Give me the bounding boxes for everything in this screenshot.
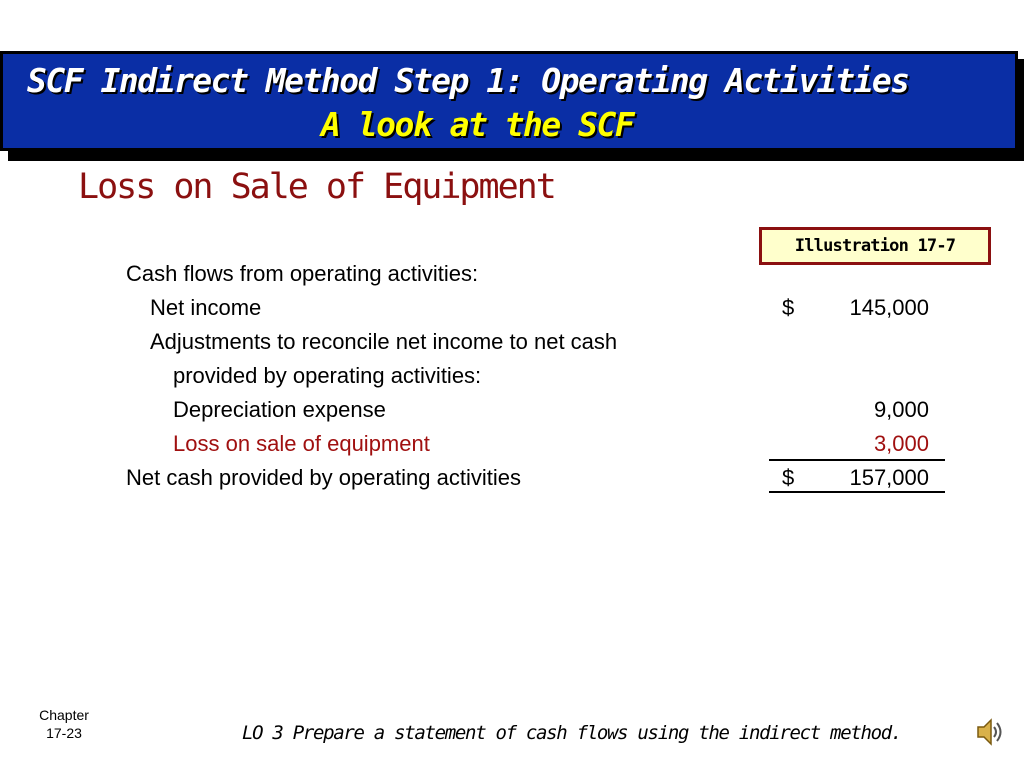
statement-row-total bbox=[0, 461, 1024, 495]
total-label: Net cash provided by operating activities bbox=[126, 465, 521, 490]
loss-amount: 3,000 bbox=[873, 431, 929, 456]
total-rule bbox=[769, 491, 945, 493]
loss-label: Loss on sale of equipment bbox=[173, 431, 430, 456]
page-number: 17-23 bbox=[46, 725, 82, 741]
statement-heading: Cash flows from operating activities: bbox=[126, 261, 479, 286]
illustration-label: Illustration 17-7 bbox=[759, 227, 991, 265]
statement-row-loss bbox=[0, 427, 1024, 461]
speaker-icon[interactable] bbox=[975, 716, 1005, 748]
net-income-currency: $ bbox=[782, 295, 795, 320]
chapter-number bbox=[22, 706, 106, 742]
slide-title: SCF Indirect Method Step 1: Operating Activities bbox=[27, 61, 909, 100]
depreciation-label: Depreciation expense bbox=[173, 397, 386, 422]
adjustments-label-line1: Adjustments to reconcile net income to net cash bbox=[150, 329, 618, 354]
statement-row-heading bbox=[0, 257, 1024, 291]
slide-title-line2: A look at the SCF bbox=[321, 105, 634, 144]
statement-row-adjustments-2 bbox=[0, 359, 1024, 393]
statement-row-net-income bbox=[0, 291, 1024, 325]
slide-subtitle: Loss on Sale of Equipment bbox=[78, 167, 555, 207]
chapter-label: Chapter bbox=[39, 707, 89, 723]
depreciation-amount: 9,000 bbox=[873, 397, 929, 422]
total-currency: $ bbox=[782, 465, 795, 490]
net-income-label: Net income bbox=[150, 295, 262, 320]
total-amount: 157,000 bbox=[849, 465, 929, 490]
learning-objective: LO 3 Prepare a statement of cash flows using the indirect method. bbox=[242, 722, 902, 744]
statement-row-depreciation bbox=[0, 393, 1024, 427]
adjustments-label-line2: provided by operating activities: bbox=[173, 363, 482, 388]
net-income-amount: 145,000 bbox=[849, 295, 929, 320]
title-banner bbox=[0, 51, 1018, 151]
statement-row-adjustments-1 bbox=[0, 325, 1024, 359]
